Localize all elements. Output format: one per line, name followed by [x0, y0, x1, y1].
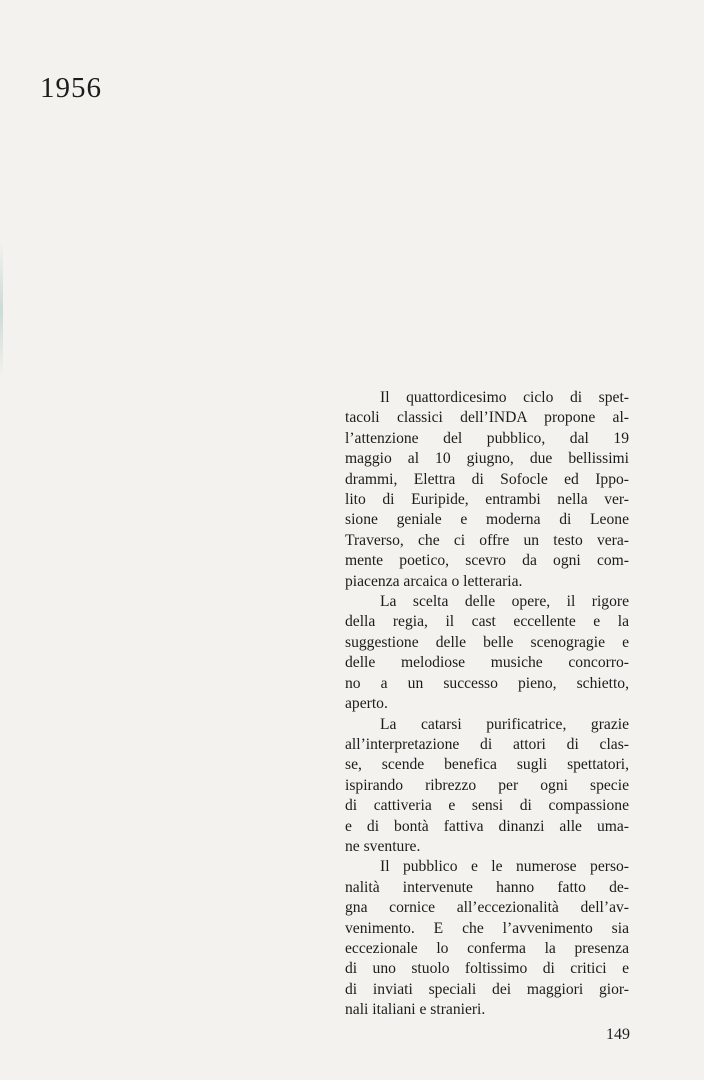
text-line: ne sventure. [345, 837, 421, 855]
text-line: della regia, il cast eccellente e la [345, 613, 629, 631]
text-line: di cattiveria e sensi di compassione [345, 797, 629, 815]
text-line: eccezionale lo conferma la presenza [345, 939, 629, 957]
text-line: sione geniale e moderna di Leone [345, 511, 629, 529]
text-line: Il pubblico e le numerose perso- [380, 858, 629, 876]
text-line: tacoli classici dell’INDA propone al- [345, 409, 629, 427]
paragraph-3 [345, 715, 629, 858]
text-line: Traverso, che ci offre un testo vera- [345, 531, 629, 549]
text-line: La catarsi purificatrice, grazie [380, 715, 629, 733]
text-line: delle melodiose musiche concorro- [345, 654, 629, 672]
text-line: maggio al 10 giugno, due bellissimi [345, 450, 629, 468]
text-line: piacenza arcaica o letteraria. [345, 572, 523, 590]
text-line: all’interpretazione di attori di clas- [345, 735, 629, 753]
text-line: nalità intervenute hanno fatto de- [345, 878, 629, 896]
text-line: e di bontà fattiva dinanzi alle uma- [345, 817, 629, 835]
paragraph-2 [345, 592, 629, 714]
text-line: mente poetico, scevro da ogni com- [345, 552, 629, 570]
text-line: gna cornice all’eccezionalità dell’av- [345, 899, 629, 917]
text-line: aperto. [345, 695, 388, 713]
text-line: se, scende benefica sugli spettatori, [345, 756, 629, 774]
text-line: venimento. E che l’avvenimento sia [345, 919, 629, 937]
paragraph-1 [345, 388, 629, 592]
article-body [345, 388, 629, 1021]
text-line: drammi, Elettra di Sofocle ed Ippo- [345, 470, 629, 488]
text-line: lito di Euripide, entrambi nella ver- [345, 491, 629, 509]
text-line: Il quattordicesimo ciclo di spet- [380, 389, 629, 406]
page-number: 149 [606, 1026, 630, 1043]
text-line: suggestione delle belle scenogragie e [345, 633, 629, 651]
text-line: di uno stuolo foltissimo di critici e [345, 960, 629, 978]
text-line: no a un successo pieno, schietto, [345, 674, 629, 692]
text-line: La scelta delle opere, il rigore [380, 593, 629, 611]
text-line: ispirando ribrezzo per ogni specie [345, 776, 629, 794]
paragraph-4 [345, 857, 629, 1020]
text-line: l’attenzione del pubblico, dal 19 [345, 429, 629, 447]
text-line: nali italiani e stranieri. [345, 1001, 486, 1019]
text-line: di inviati speciali dei maggiori gior- [345, 980, 629, 998]
page-edge-shadow [0, 240, 3, 380]
year-heading: 1956 [40, 72, 102, 104]
